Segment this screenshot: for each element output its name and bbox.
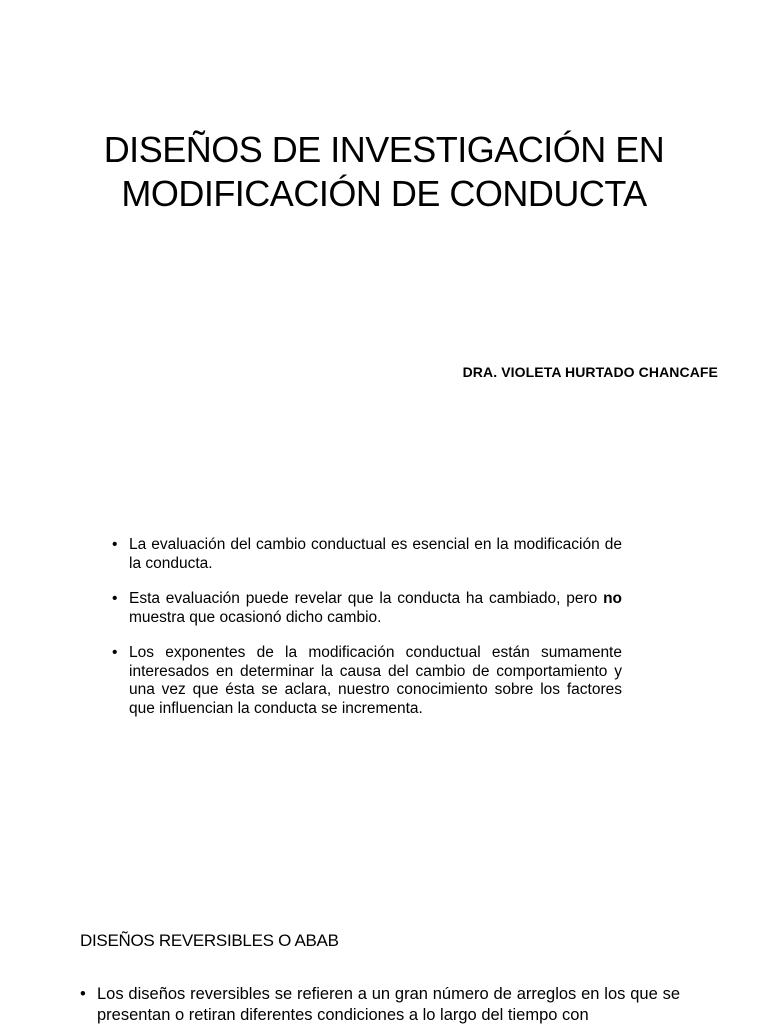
bullet-text: La evaluación del cambio conductual es esencial en la modificación de la conducta. (129, 536, 622, 572)
list-item (80, 984, 680, 1024)
bullet-text-before: Esta evaluación puede revelar que la conducta ha cambiado, pero (129, 590, 604, 607)
section-heading: DISEÑOS REVERSIBLES O ABAB (80, 931, 339, 950)
bullet-text-bold: no (603, 590, 622, 607)
bullet-icon: • (80, 985, 86, 1003)
bullet-icon: • (112, 536, 118, 553)
bullet-text: Los diseños reversibles se refieren a un gran número de arreglos en los que se presentan o retiran diferentes condiciones a lo largo del tiempo con (97, 985, 680, 1024)
slide-title (0, 0, 768, 480)
list-item (112, 590, 622, 627)
list-item (112, 644, 622, 718)
slide-reversible-designs (0, 910, 768, 1024)
list-item (112, 536, 622, 573)
bullet-icon: • (112, 590, 118, 607)
slide-evaluation (0, 480, 768, 910)
title-line-1: DISEÑOS DE INVESTIGACIÓN EN (103, 129, 665, 170)
bullet-text-after: muestra que ocasionó dicho cambio. (129, 608, 382, 626)
bullet-text: Los exponentes de la modificación conductual están sumamente interesados en determinar la causa del cambio de comportamiento y una vez que ésta se aclara, nuestro conocimiento sobre los factores que influencian la conducta se incrementa. (129, 644, 622, 717)
bullet-list (80, 984, 680, 1024)
author-name: DRA. VIOLETA HURTADO CHANCAFE (462, 364, 718, 380)
bullet-list (112, 536, 622, 735)
title-line-2: MODIFICACIÓN DE CONDUCTA (121, 173, 647, 214)
bullet-icon: • (112, 644, 118, 661)
page-title (60, 128, 708, 216)
